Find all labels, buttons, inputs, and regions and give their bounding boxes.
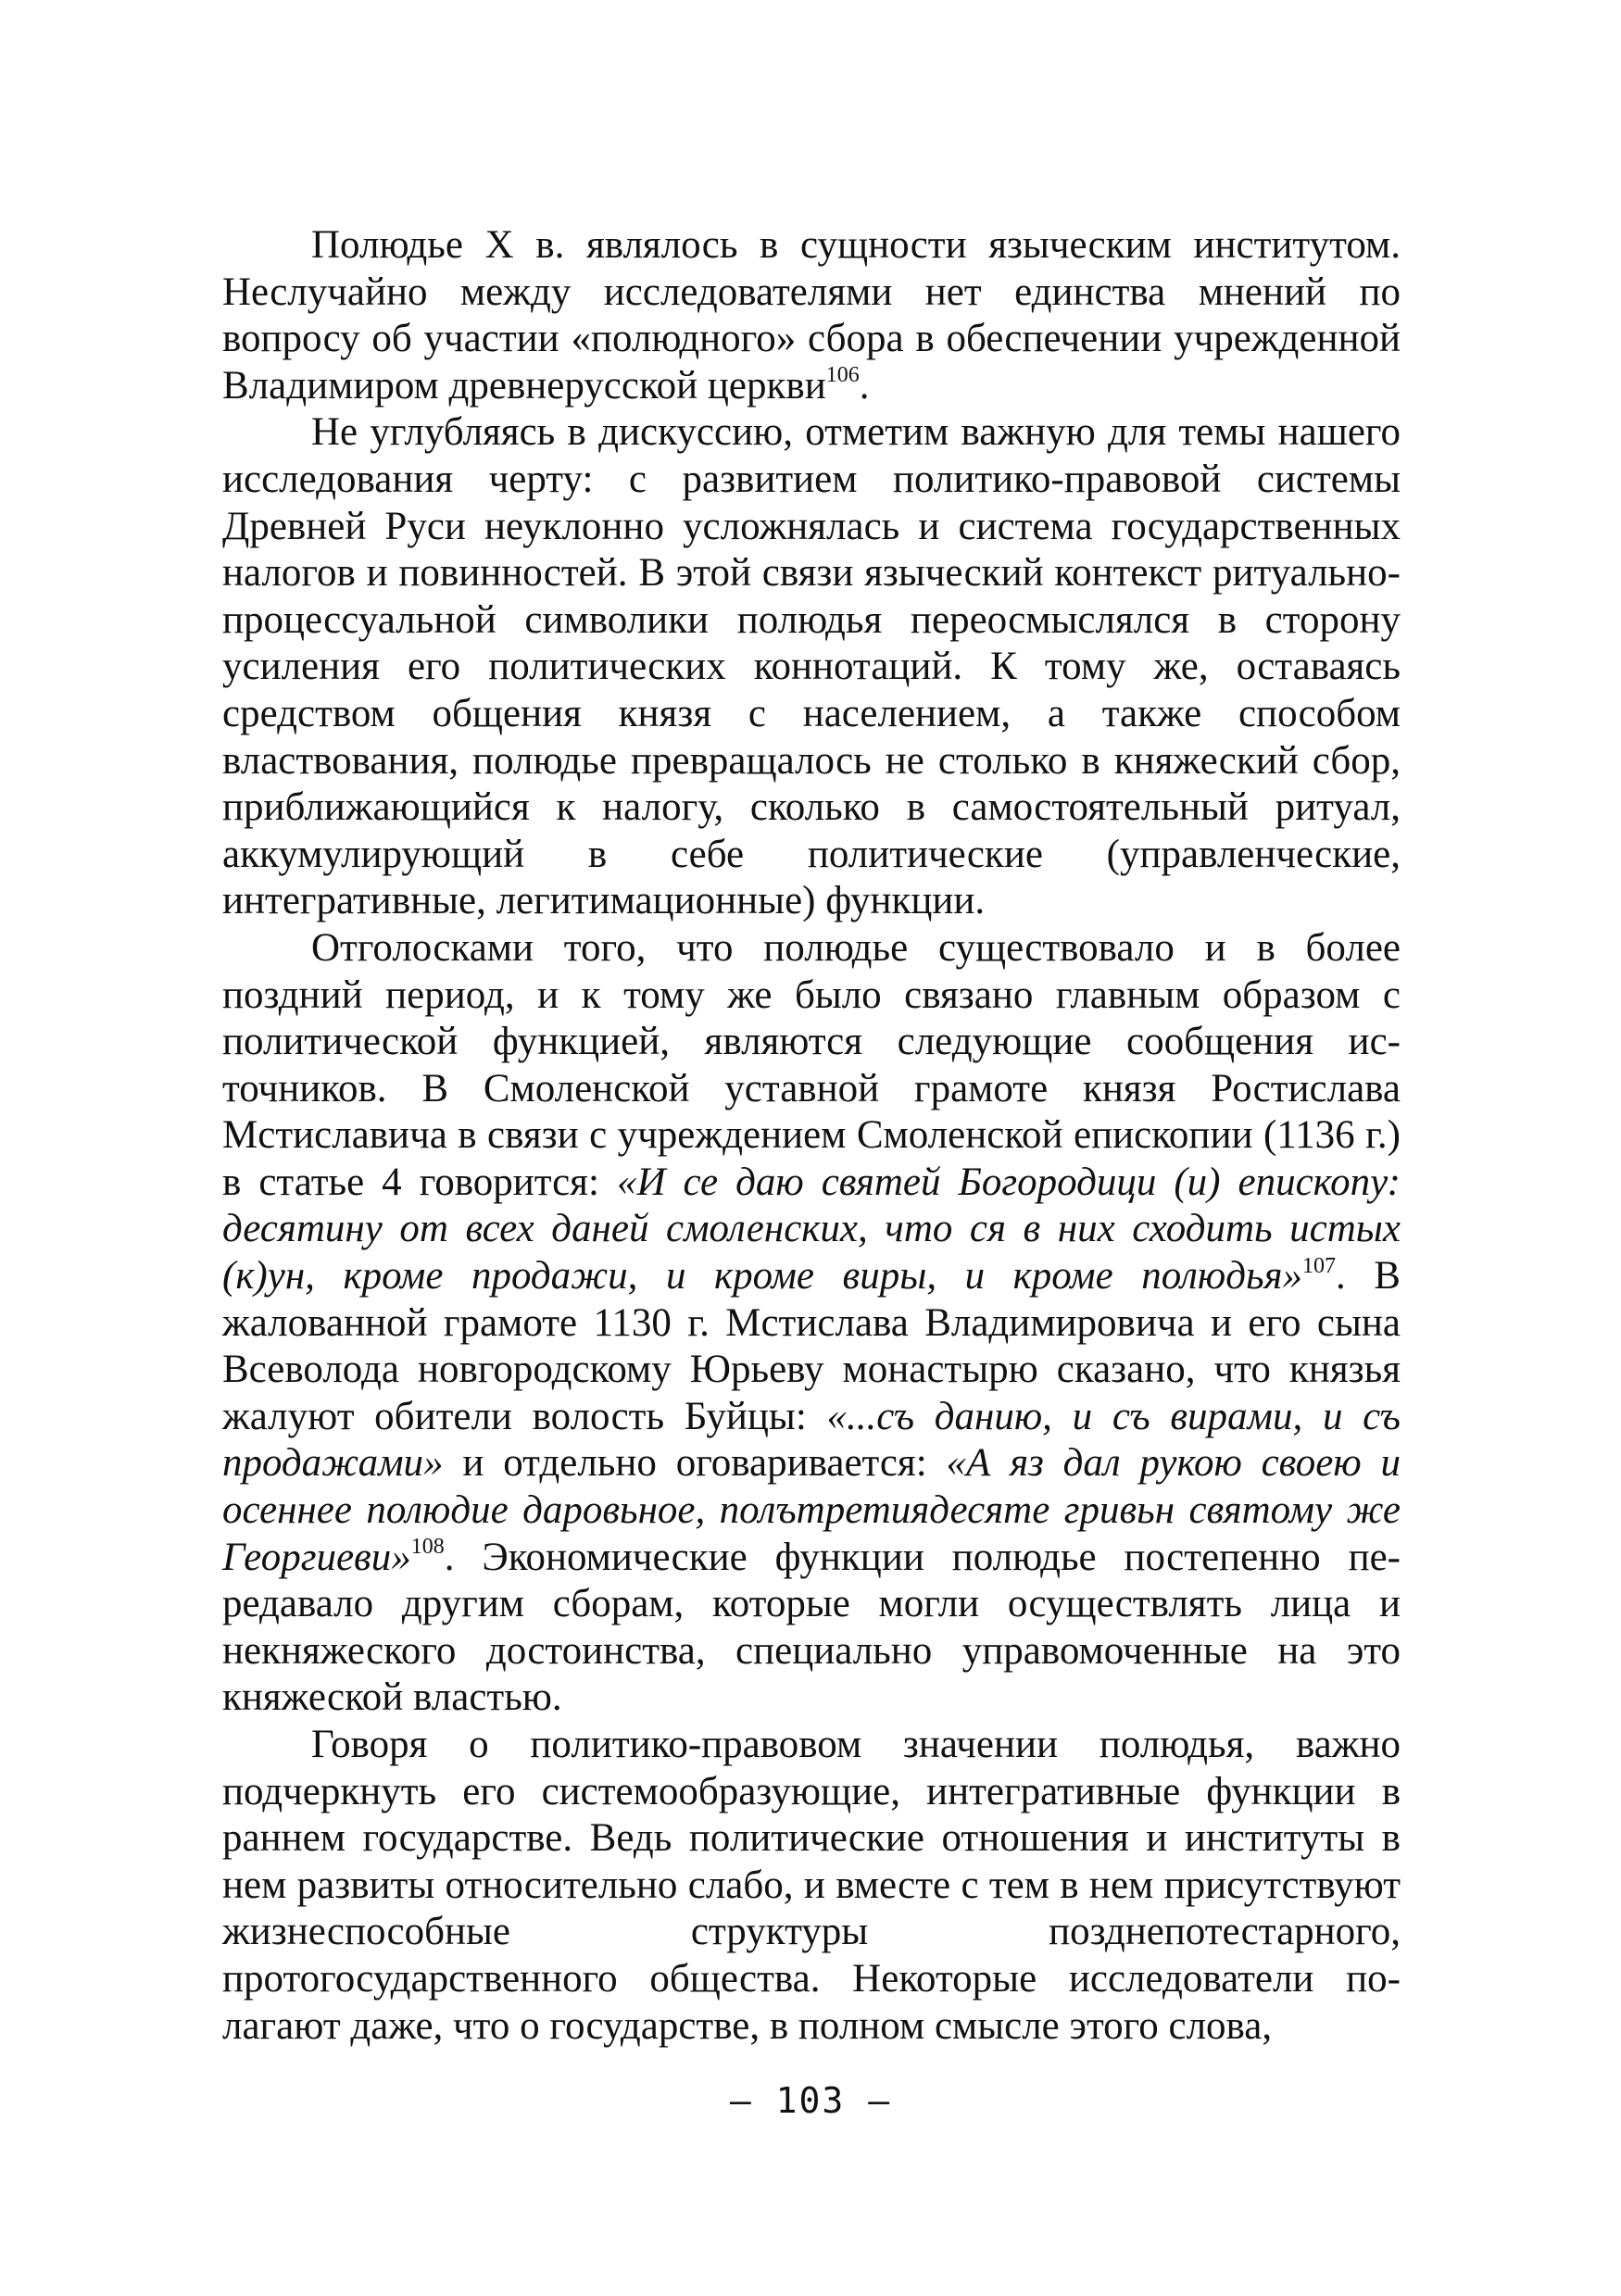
quote-italic: «А яз дал рукою своею и осеннее полюдие даровьное, полътретиядесяте гривьн святому же Георгиеви» [222,1441,1401,1579]
footnote-ref: 106 [825,363,860,388]
paragraph-1 [222,222,1401,409]
page-body [222,222,1401,2050]
footnote-ref: 108 [410,1535,445,1560]
footnote-ref: 107 [1302,1253,1337,1278]
paragraph-3 [222,925,1401,1722]
quote-italic: «...съ данию, и съ вирами, и съ продажами» [222,1394,1401,1486]
text-run: Полюдье X в. являлось в сущности языческим институтом. Неслучайно между исследователями нет единства мнений по вопросу об участии «полюдного» сбора в обеспечении учрежденной Владимиром древнерусской церкви [222,223,1401,408]
text-run: Отголосками того, что полюдье существовало и в более поздний период, и к тому же было связано главным образом с политической функцией, являются следующие сообщения источников. В Смоленской уставной грамоте князя Ростислава Мстиславича в связи с учреждением Смоленской епископии (1136 г.) в статье 4 говорится: [222,925,1401,1204]
text-run: и отдельно оговаривается: [443,1441,947,1486]
text-run: . В жалованной грамоте 1130 г. Мстислава Владимировича и его сына Всеволода новгородскому Юрьеву монастырю сказано, что князья жалуют обители волость Буйцы: [222,1254,1401,1438]
page-number: — 103 — [729,2080,892,2121]
text-run: Не углубляясь в дискуссию, отметим важную для темы нашего исследования черту: с развитием политико-правовой системы Древней Руси неуклонно усложнялась и система государственных налогов и повинностей. В этой связи языческий контекст ритуально-процессуальной символики полюдья переосмыслялся в сторону усиления его политических коннотаций. К тому же, оставаясь средством общения князя с населением, а также способом властвования, полюдье превращалось не столько в княжеский сбор, приближающийся к налогу, сколько в самостоятельный ритуал, аккумулирующий в себе политические (управленческие, интегративные, легитимационные) функции. [222,410,1401,923]
paragraph-4 [222,1722,1401,2050]
paragraph-2 [222,409,1401,925]
text-run: . Экономические функции полюдье постепенно передавало другим сборам, которые могли осуществлять лица и некняжеского достоинства, специально управомоченные на это княжеской властью. [222,1535,1401,1720]
text-run: . [859,363,870,408]
text-run: Говоря о политико-правовом значении полюдья, важно подчеркнуть его системообразующие, интегративные функции в раннем государстве. Ведь политические отношения и институты в нем развиты относительно слабо, и вместе с тем в нем присутствуют жизнеспособные структуры позднепотестарного, протогосударственного общества. Некоторые исследователи полагают даже, что о государстве, в полном смысле этого слова, [222,1723,1401,2048]
quote-italic: «И се даю святей Богородици (и) епископу: десятину от всех даней смоленских, что ся в них сходить истых (к)ун, кроме продажи, и кроме виры, и кроме полюдья» [222,1160,1401,1299]
